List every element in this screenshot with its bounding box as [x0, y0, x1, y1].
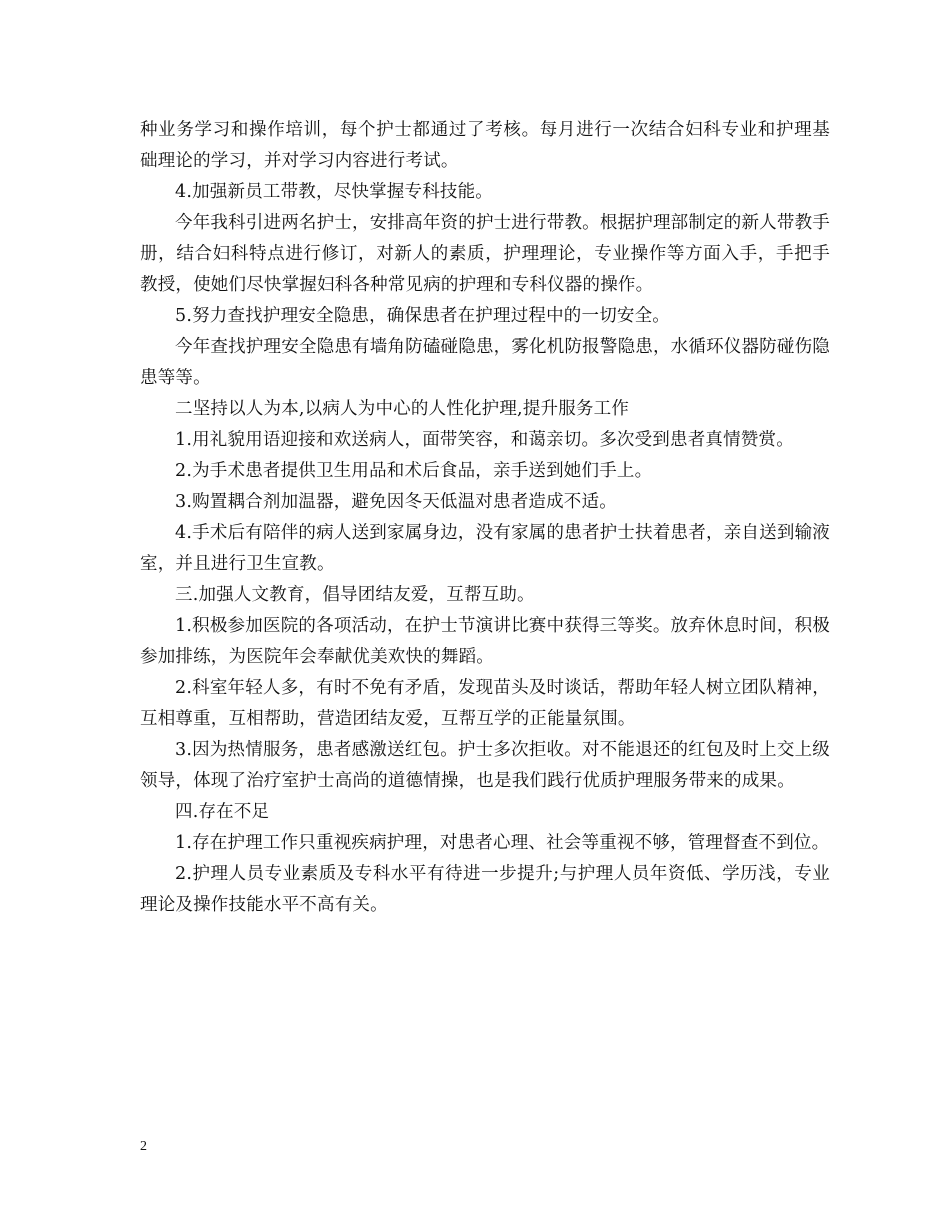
paragraph-17: 2.护理人员专业素质及专科水平有待进一步提升;与护理人员年资低、学历浅，专业理论及操作技能水平不高有关。: [140, 864, 830, 915]
paragraph-4: 5.努力查找护理安全隐患，确保患者在护理过程中的一切安全。: [175, 306, 670, 326]
paragraph-12: 1.积极参加医院的各项活动，在护士节演讲比赛中获得三等奖。放弃休息时间，积极参加排练，为医院年会奉献优美欢快的舞蹈。: [140, 616, 830, 667]
document-body: [140, 115, 830, 921]
paragraph-1: 种业务学习和操作培训，每个护士都通过了考核。每月进行一次结合妇科专业和护理基础理论的学习，并对学习内容进行考试。: [140, 120, 830, 171]
paragraph-7: 1.用礼貌用语迎接和欢送病人，面带笑容，和蔼亲切。多次受到患者真情赞赏。: [175, 430, 794, 450]
paragraph-13: 2.科室年轻人多，有时不免有矛盾，发现苗头及时谈话，帮助年轻人树立团队精神，互相尊重，互相帮助，营造团结友爱，互帮互学的正能量氛围。: [140, 678, 830, 729]
paragraph-8: 2.为手术患者提供卫生用品和术后食品，亲手送到她们手上。: [175, 461, 653, 481]
paragraph-3: 今年我科引进两名护士，安排高年资的护士进行带教。根据护理部制定的新人带教手册，结合妇科特点进行修订，对新人的素质，护理理论，专业操作等方面入手，手把手教授，使她们尽快掌握妇科各种常见病的护理和专科仪器的操作。: [140, 213, 830, 295]
paragraph-2: 4.加强新员工带教，尽快掌握专科技能。: [175, 182, 493, 202]
paragraph-14: 3.因为热情服务，患者感激送红包。护士多次拒收。对不能退还的红包及时上交上级领导，体现了治疗室护士高尚的道德情操，也是我们践行优质护理服务带来的成果。: [140, 740, 830, 791]
paragraph-9: 3.购置耦合剂加温器，避免因冬天低温对患者造成不适。: [175, 492, 617, 512]
page-number: 2: [140, 1139, 147, 1154]
paragraph-16: 1.存在护理工作只重视疾病护理，对患者心理、社会等重视不够，管理督查不到位。: [175, 833, 830, 853]
section-heading-2: 二坚持以人为本,以病人为中心的人性化护理,提升服务工作: [175, 399, 630, 419]
section-heading-3: 三.加强人文教育，倡导团结友爱，互帮互助。: [175, 585, 535, 605]
section-heading-4: 四.存在不足: [175, 802, 270, 822]
paragraph-10: 4.手术后有陪伴的病人送到家属身边，没有家属的患者护士扶着患者，亲自送到输液室，并且进行卫生宣教。: [140, 523, 830, 574]
paragraph-5: 今年查找护理安全隐患有墙角防磕碰隐患，雾化机防报警隐患，水循环仪器防碰伤隐患等等。: [140, 337, 830, 388]
